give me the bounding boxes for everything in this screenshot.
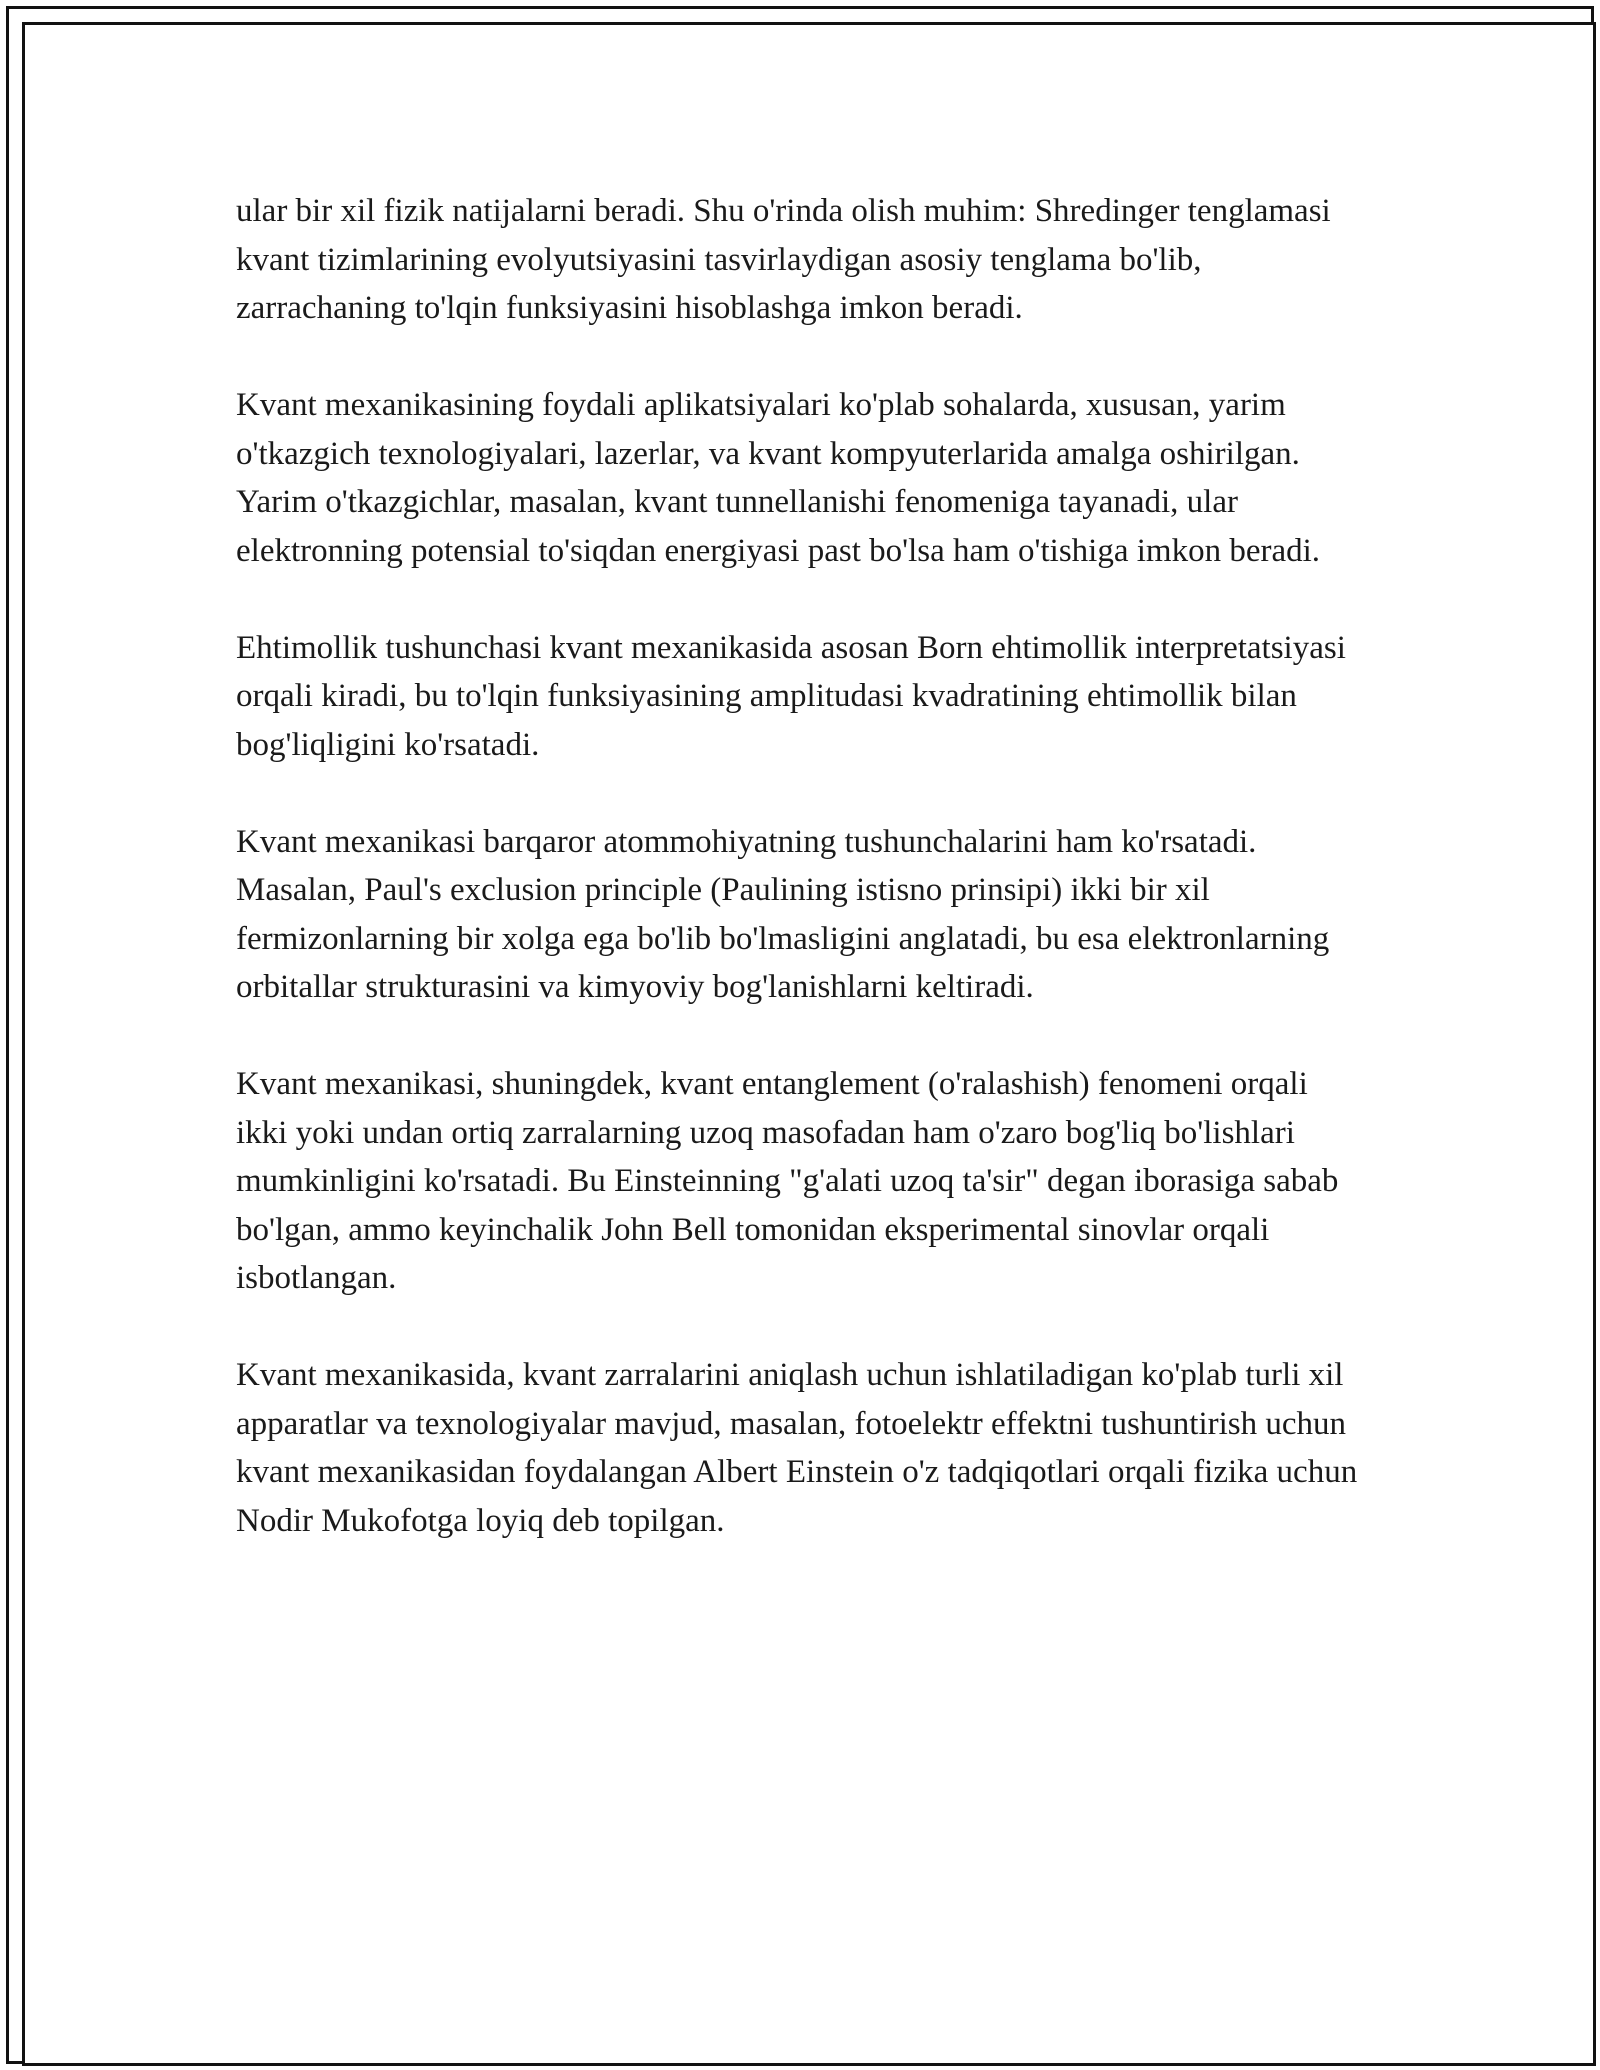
paragraph-photoelectric-effect: Kvant mexanikasida, kvant zarralarini aniqlash uchun ishlatiladigan ko'plab turli xil apparatlar va texnologiyalar mavjud, masalan, fotoelektr effektni tushuntirish uchun kvant mexanikasidan foydalangan Albert Einstein o'z tadqiqotlari orqali fizika uchun Nodir Mukofotga loyiq deb topilgan.: [236, 1357, 1358, 1539]
paragraph-pauli-exclusion: Kvant mexanikasi barqaror atommohiyatning tushunchalarini ham ko'rsatadi. Masalan, Paul's exclusion principle (Paulining istisno prinsipi) ikki bir xil fermizonlarning bir xolga ega bo'lib bo'lmasligini anglatadi, bu esa elektronlarning orbitallar strukturasini va kimyoviy bog'lanishlarni keltiradi.: [236, 823, 1330, 1005]
paragraph-born-probability: Ehtimollik tushunchasi kvant mexanikasida asosan Born ehtimollik interpretatsiyasi orqali kiradi, bu to'lqin funksiyasining amplitudasi kvadratining ehtimollik bilan bog'liqligini ko'rsatadi.: [236, 629, 1346, 763]
document-body: [236, 187, 1366, 1594]
paragraph-schrodinger-equation: ular bir xil fizik natijalarni beradi. Shu o'rinda olish muhim: Shredinger tenglamasi kvant tizimlarining evolyutsiyasini tasvirlaydigan asosiy tenglama bo'lib, zarrachaning to'lqin funksiyasini hisoblashga imkon beradi.: [236, 193, 1331, 326]
paragraph-applications: Kvant mexanikasining foydali aplikatsiyalari ko'plab sohalarda, xususan, yarim o'tkazgich texnologiyalari, lazerlar, va kvant kompyuterlarida amalga oshirilgan. Yarim o'tkazgichlar, masalan, kvant tunnellanishi fenomeniga tayanadi, ular elektronning potensial to'siqdan energiyasi past bo'lsa ham o'tishiga imkon beradi.: [236, 387, 1321, 569]
paragraph-entanglement: Kvant mexanikasi, shuningdek, kvant entanglement (o'ralashish) fenomeni orqali ikki yoki undan ortiq zarralarning uzoq masofadan ham o'zaro bog'liq bo'lishlari mumkinligini ko'rsatadi. Bu Einsteinning "g'alati uzoq ta'sir" degan iborasiga sabab bo'lgan, ammo keyinchalik John Bell tomonidan eksperimental sinovlar orqali isbotlangan.: [236, 1066, 1339, 1296]
